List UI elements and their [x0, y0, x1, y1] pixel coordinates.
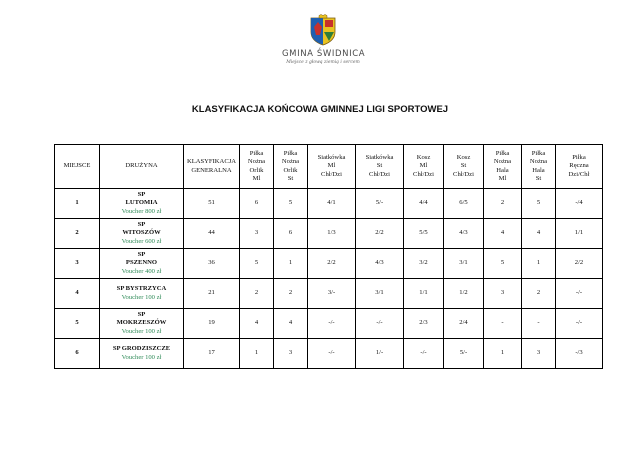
column-header-line: Kosz	[416, 154, 431, 162]
column-header-line: Ml	[252, 174, 261, 182]
column-header-line: Nożna	[247, 158, 266, 166]
score-cell: 21	[184, 279, 240, 309]
score-cell: 5/5	[404, 219, 444, 249]
score-cell: 51	[184, 189, 240, 219]
column-header	[522, 145, 556, 189]
team-name: SP GRODZISZCZE	[112, 345, 171, 353]
score-cell: 6	[240, 189, 274, 219]
score-cell: 1/1	[404, 279, 444, 309]
table-row	[55, 249, 603, 279]
score-cell: 2/2	[556, 249, 603, 279]
municipality-logo	[282, 14, 364, 65]
team-name: SP	[137, 221, 146, 229]
score-cell: 2/4	[444, 309, 484, 339]
score-cell: 2/2	[308, 249, 356, 279]
score-cell: -	[522, 309, 556, 339]
score-cell: 3/2	[404, 249, 444, 279]
score-cell: 1/1	[556, 219, 603, 249]
column-header	[444, 145, 484, 189]
column-header-line: Nożna	[493, 158, 512, 166]
table-row	[55, 219, 603, 249]
score-cell: 1	[240, 339, 274, 369]
column-header	[556, 145, 603, 189]
column-header-line: Ręczna	[569, 162, 589, 170]
score-cell: 2	[274, 279, 308, 309]
score-cell: 1	[274, 249, 308, 279]
score-cell: -/-	[404, 339, 444, 369]
column-header-line: KLASYFIKACJA	[186, 158, 237, 166]
table-body	[55, 189, 603, 369]
score-cell: 6/5	[444, 189, 484, 219]
document-title: KLASYFIKACJA KOŃCOWA GMINNEJ LIGI SPORTOWEJ	[191, 104, 449, 115]
score-cell: 5	[484, 249, 522, 279]
score-cell: -/-	[556, 309, 603, 339]
place-cell: 1	[55, 189, 100, 219]
score-cell: 4	[274, 309, 308, 339]
score-cell: 5	[274, 189, 308, 219]
column-header	[308, 145, 356, 189]
score-cell: 3	[274, 339, 308, 369]
score-cell: 2	[240, 279, 274, 309]
team-name: LUTOMIA	[125, 199, 158, 207]
column-header-line: Chł/Dzi	[321, 170, 342, 178]
column-header-line: DRUŻYNA	[125, 162, 158, 170]
team-cell	[100, 189, 184, 219]
column-header-line: St	[535, 174, 542, 182]
table-row	[55, 279, 603, 309]
column-header-line: Ml	[327, 162, 336, 170]
place-cell: 6	[55, 339, 100, 369]
score-cell: 5/-	[356, 189, 404, 219]
place-cell: 3	[55, 249, 100, 279]
table-row	[55, 189, 603, 219]
column-header-line: Nożna	[281, 158, 300, 166]
score-cell: -/4	[556, 189, 603, 219]
score-cell: 1	[484, 339, 522, 369]
column-header-line: Piłka	[572, 154, 586, 162]
column-header-line: St	[376, 162, 383, 170]
column-header	[404, 145, 444, 189]
column-header-line: Nożna	[529, 158, 548, 166]
column-header-line: Orlik	[283, 166, 298, 174]
place-cell: 4	[55, 279, 100, 309]
score-cell: -/-	[356, 309, 404, 339]
column-header-line: Dzi/Chł	[568, 170, 590, 178]
prize-voucher: Voucher 100 zł	[121, 293, 162, 301]
municipality-name: GMINA ŚWIDNICA	[282, 49, 366, 59]
score-cell: 3/1	[444, 249, 484, 279]
column-header-line: Kosz	[456, 154, 471, 162]
column-header-line: Ml	[419, 162, 428, 170]
coat-of-arms-icon	[308, 14, 338, 46]
score-cell: 1/-	[356, 339, 404, 369]
column-header-line: Piłka	[531, 150, 546, 158]
score-cell: 2	[522, 279, 556, 309]
column-header-line: Chł/Dzi	[453, 170, 474, 178]
prize-voucher: Voucher 800 zł	[121, 207, 162, 215]
column-header-line: MIEJSCE	[63, 162, 91, 170]
team-name: MOKRZESZÓW	[116, 319, 167, 327]
column-header-line: Chł/Dzi	[369, 170, 390, 178]
place-cell: 2	[55, 219, 100, 249]
score-cell: 1/2	[444, 279, 484, 309]
column-header	[356, 145, 404, 189]
score-cell: -/-	[308, 309, 356, 339]
prize-voucher: Voucher 100 zł	[121, 327, 162, 335]
column-header-line: Ml	[498, 174, 507, 182]
column-header-line: GENERALNA	[191, 166, 232, 174]
score-cell: 4	[522, 219, 556, 249]
score-cell: 2/2	[356, 219, 404, 249]
score-cell: -/3	[556, 339, 603, 369]
column-header-line: Hala	[532, 166, 545, 174]
team-name: SP BYSTRZYCA	[116, 285, 167, 293]
score-cell: 3	[240, 219, 274, 249]
place-cell: 5	[55, 309, 100, 339]
team-name: SP	[137, 191, 146, 199]
column-header-line: Piłka	[249, 150, 264, 158]
score-cell: 19	[184, 309, 240, 339]
column-header-line: St	[287, 174, 294, 182]
municipality-motto: Miejsce z głową ziemią i sercem	[286, 60, 360, 65]
score-cell: 4/3	[356, 249, 404, 279]
score-cell: 2/3	[404, 309, 444, 339]
score-cell: 44	[184, 219, 240, 249]
score-cell: 5	[522, 189, 556, 219]
score-cell: 4	[484, 219, 522, 249]
score-cell: 4/4	[404, 189, 444, 219]
column-header-line: Piłka	[283, 150, 298, 158]
team-cell	[100, 249, 184, 279]
column-header	[100, 145, 184, 189]
score-cell: 5	[240, 249, 274, 279]
column-header	[184, 145, 240, 189]
results-table	[54, 144, 603, 369]
column-header-line: St	[460, 162, 467, 170]
score-cell: -/-	[556, 279, 603, 309]
team-cell	[100, 309, 184, 339]
score-cell: -/-	[308, 339, 356, 369]
score-cell: 36	[184, 249, 240, 279]
prize-voucher: Voucher 400 zł	[121, 267, 162, 275]
prize-voucher: Voucher 100 zł	[121, 353, 162, 361]
score-cell: 17	[184, 339, 240, 369]
table-row	[55, 309, 603, 339]
score-cell: 1/3	[308, 219, 356, 249]
prize-voucher: Voucher 600 zł	[121, 237, 162, 245]
column-header	[55, 145, 100, 189]
score-cell: 1	[522, 249, 556, 279]
team-name: WITOSZÓW	[122, 229, 161, 237]
team-cell	[100, 339, 184, 369]
score-cell: 3	[484, 279, 522, 309]
team-cell	[100, 279, 184, 309]
score-cell: 4/1	[308, 189, 356, 219]
score-cell: 4/3	[444, 219, 484, 249]
team-name: PSZENNO	[125, 259, 158, 267]
score-cell: 5/-	[444, 339, 484, 369]
score-cell: 3	[522, 339, 556, 369]
column-header	[274, 145, 308, 189]
score-cell: 4	[240, 309, 274, 339]
column-header	[484, 145, 522, 189]
column-header-line: Siatkówka	[317, 154, 346, 162]
column-header-line: Chł/Dzi	[413, 170, 434, 178]
score-cell: 2	[484, 189, 522, 219]
column-header-line: Piłka	[495, 150, 510, 158]
column-header-line: Hala	[496, 166, 509, 174]
team-name: SP	[137, 311, 146, 319]
header-row	[55, 145, 603, 189]
column-header-line: Siatkówka	[365, 154, 394, 162]
column-header-line: Orlik	[249, 166, 264, 174]
team-name: SP	[137, 251, 146, 259]
score-cell: 3/-	[308, 279, 356, 309]
score-cell: 3/1	[356, 279, 404, 309]
team-cell	[100, 219, 184, 249]
table-row	[55, 339, 603, 369]
column-header	[240, 145, 274, 189]
score-cell: -	[484, 309, 522, 339]
score-cell: 6	[274, 219, 308, 249]
